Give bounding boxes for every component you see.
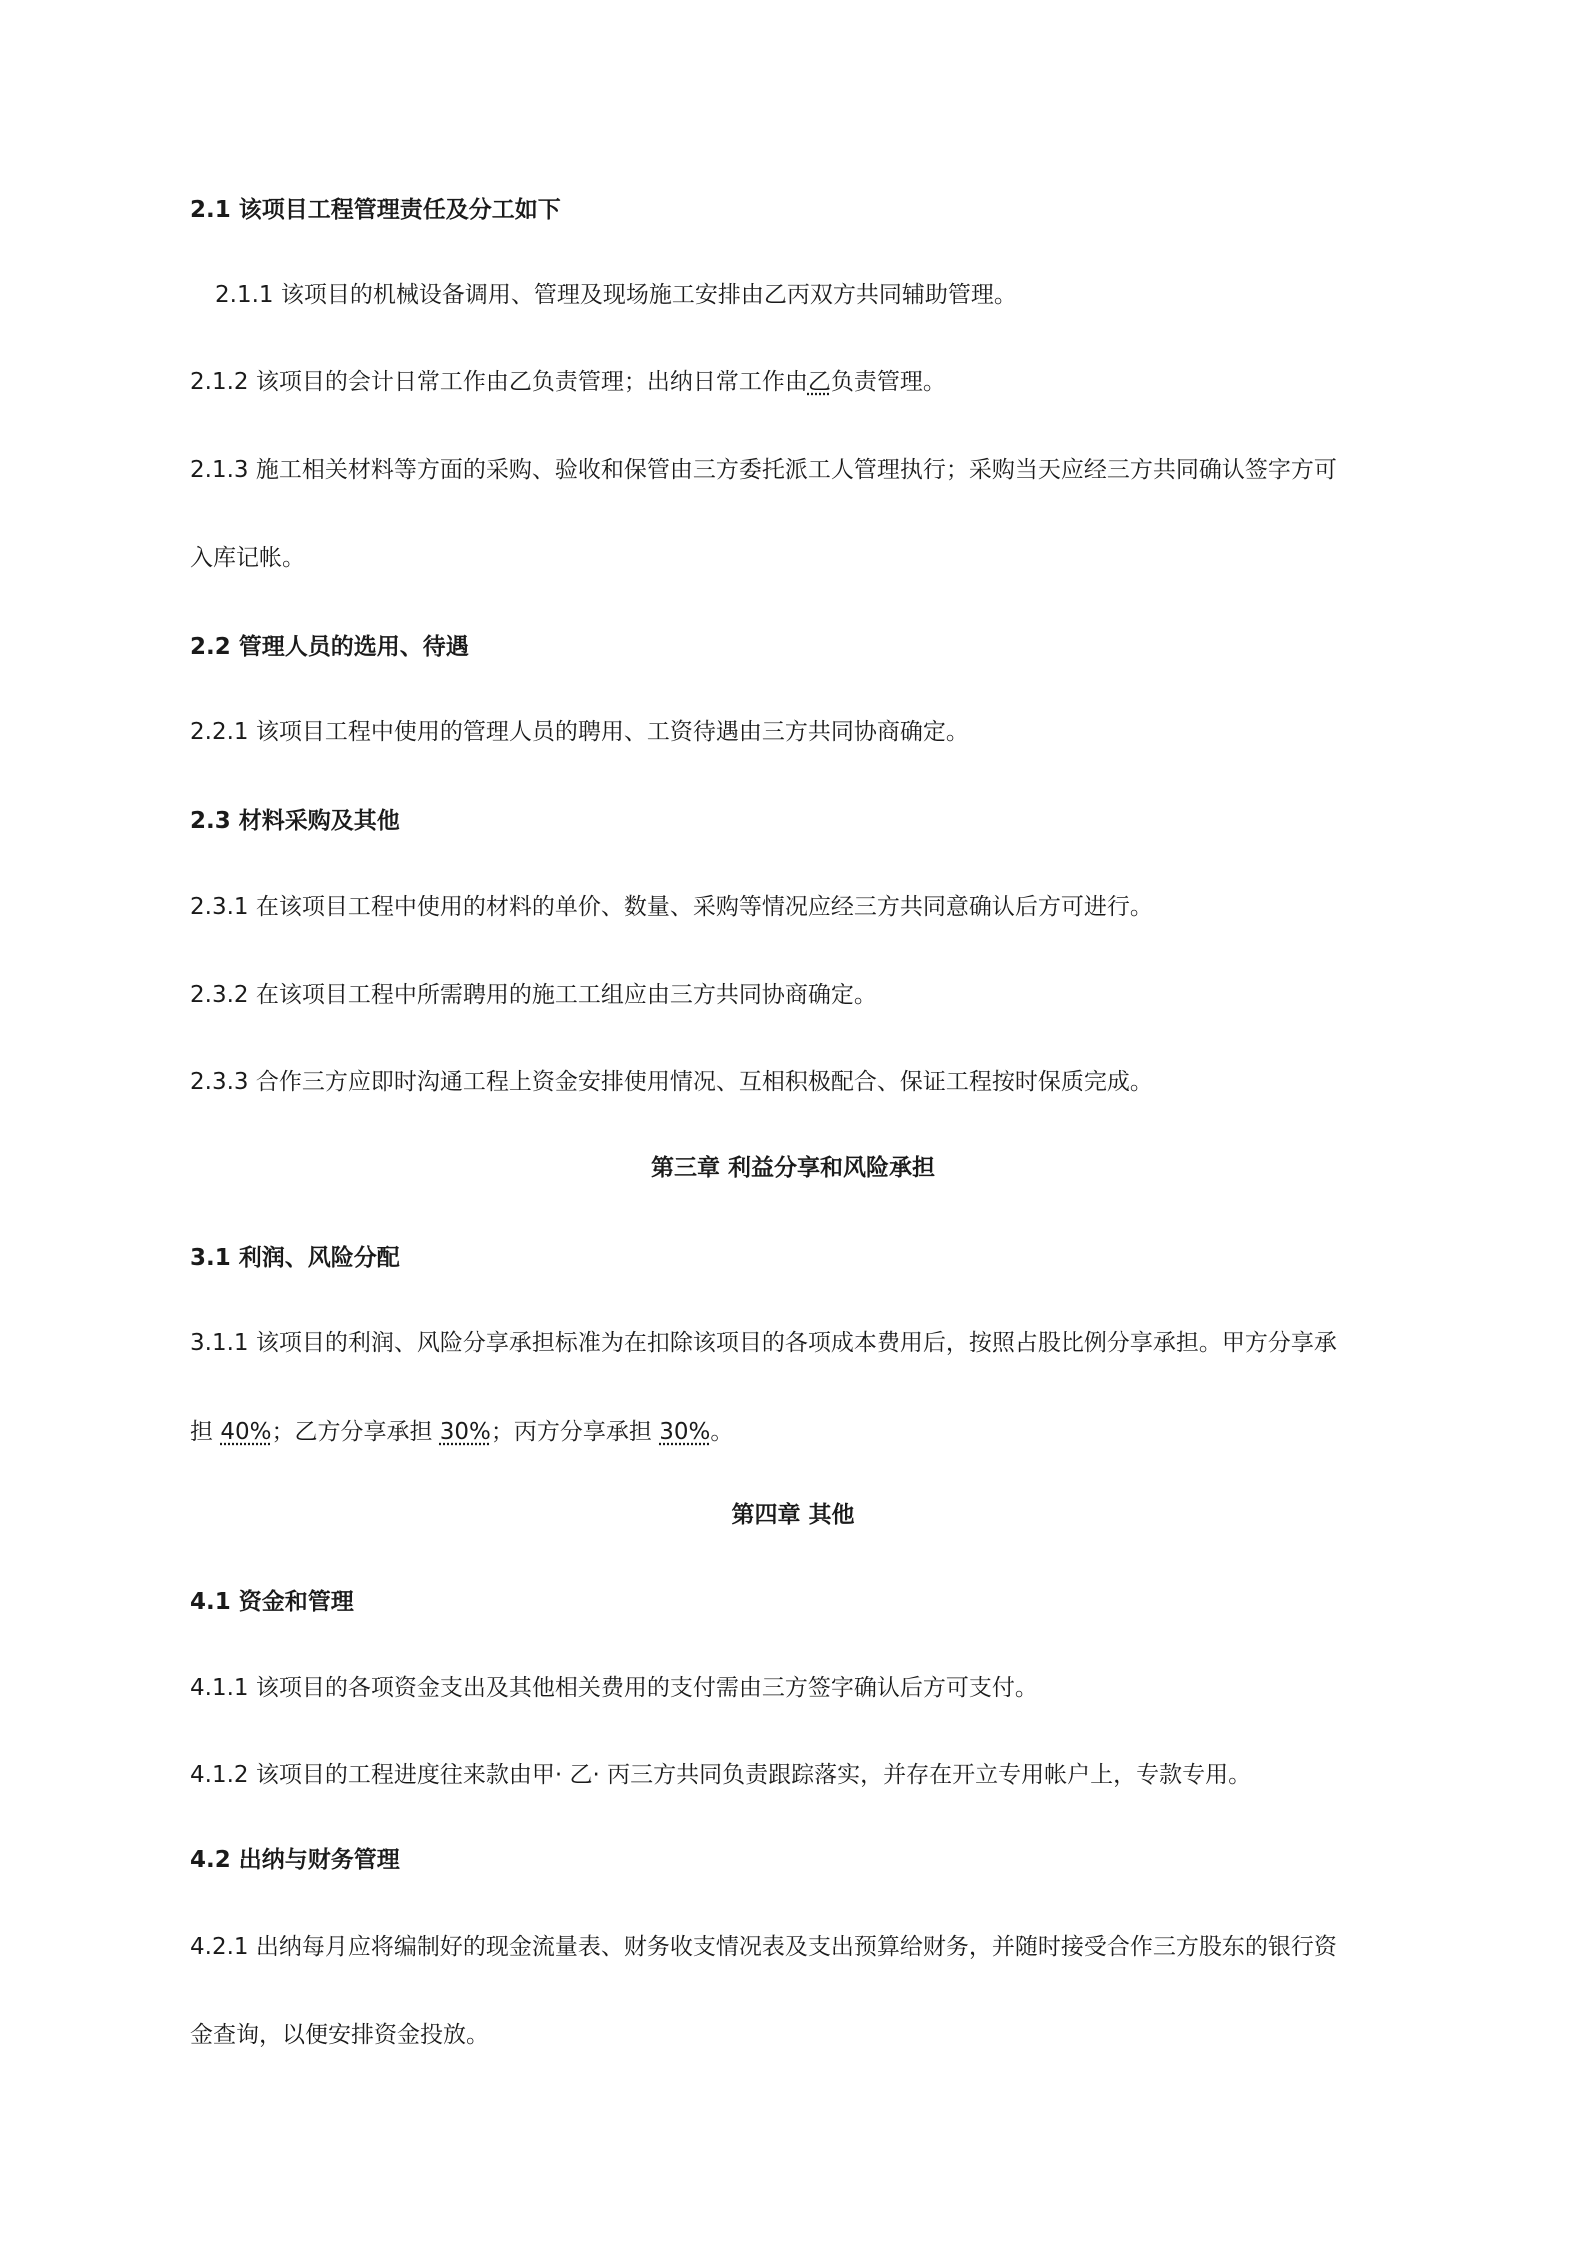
- clause-2-3-1: 2.3.1 在该项目工程中使用的材料的单价、数量、采购等情况应经三方共同意确认后方可进行。: [190, 894, 1153, 920]
- clause-2-1-1: 2.1.1 该项目的机械设备调用、管理及现场施工安排由乙丙双方共同辅助管理。: [215, 282, 1017, 308]
- section-heading-2-1: 2.1 该项目工程管理责任及分工如下: [190, 197, 561, 223]
- clause-2-1-2: [190, 367, 946, 397]
- clause-3-1-1-line-2: [190, 1417, 733, 1447]
- clause-2-1-2-underlined: 乙: [807, 369, 831, 395]
- clause-2-1-3-line-2: 入库记帐。: [190, 545, 305, 571]
- clause-4-2-1-line-2: 金查询，以便安排资金投放。: [190, 2022, 489, 2048]
- clause-2-3-3: 2.3.3 合作三方应即时沟通工程上资金安排使用情况、互相积极配合、保证工程按时保质完成。: [190, 1069, 1153, 1095]
- chapter-4-title: 第四章 其他: [731, 1502, 855, 1528]
- clause-2-3-2: 2.3.2 在该项目工程中所需聘用的施工工组应由三方共同协商确定。: [190, 982, 877, 1008]
- clause-2-1-2-text-a: 2.1.2 该项目的会计日常工作由乙负责管理；出纳日常工作由: [190, 369, 808, 395]
- clause-4-2-1-line-1: 4.2.1 出纳每月应将编制好的现金流量表、财务收支情况表及支出预算给财务，并随时接受合作三方股东的银行资: [190, 1934, 1337, 1960]
- clause-2-2-1: 2.2.1 该项目工程中使用的管理人员的聘用、工资待遇由三方共同协商确定。: [190, 719, 969, 745]
- clause-4-1-1: 4.1.1 该项目的各项资金支出及其他相关费用的支付需由三方签字确认后方可支付。: [190, 1675, 1038, 1701]
- section-heading-2-2: 2.2 管理人员的选用、待遇: [190, 634, 469, 660]
- section-heading-4-1: 4.1 资金和管理: [190, 1589, 354, 1615]
- clause-3-1-1-text-c: ；丙方分享承担: [490, 1419, 660, 1445]
- clause-3-1-1-line-1: 3.1.1 该项目的利润、风险分享承担标准为在扣除该项目的各项成本费用后，按照占股比例分享承担。甲方分享承: [190, 1330, 1337, 1356]
- clause-3-1-1-text-a: 担: [190, 1419, 221, 1445]
- clause-3-1-1-text-b: ；乙方分享承担: [271, 1419, 440, 1445]
- party-b-share: 30%: [439, 1419, 491, 1445]
- clause-4-1-2: 4.1.2 该项目的工程进度往来款由甲· 乙· 丙三方共同负责跟踪落实，并存在开立专用帐户上，专款专用。: [190, 1762, 1252, 1788]
- party-a-share: 40%: [220, 1419, 272, 1445]
- party-c-share: 30%: [659, 1419, 711, 1445]
- clause-3-1-1-text-d: 。: [710, 1419, 734, 1445]
- clause-2-1-3-line-1: 2.1.3 施工相关材料等方面的采购、验收和保管由三方委托派工人管理执行；采购当天应经三方共同确认签字方可: [190, 457, 1337, 483]
- section-heading-3-1: 3.1 利润、风险分配: [190, 1245, 400, 1271]
- section-heading-4-2: 4.2 出纳与财务管理: [190, 1847, 400, 1873]
- chapter-3-title: 第三章 利益分享和风险承担: [650, 1155, 935, 1181]
- section-heading-2-3: 2.3 材料采购及其他: [190, 808, 400, 834]
- clause-2-1-2-text-b: 负责管理。: [830, 369, 946, 395]
